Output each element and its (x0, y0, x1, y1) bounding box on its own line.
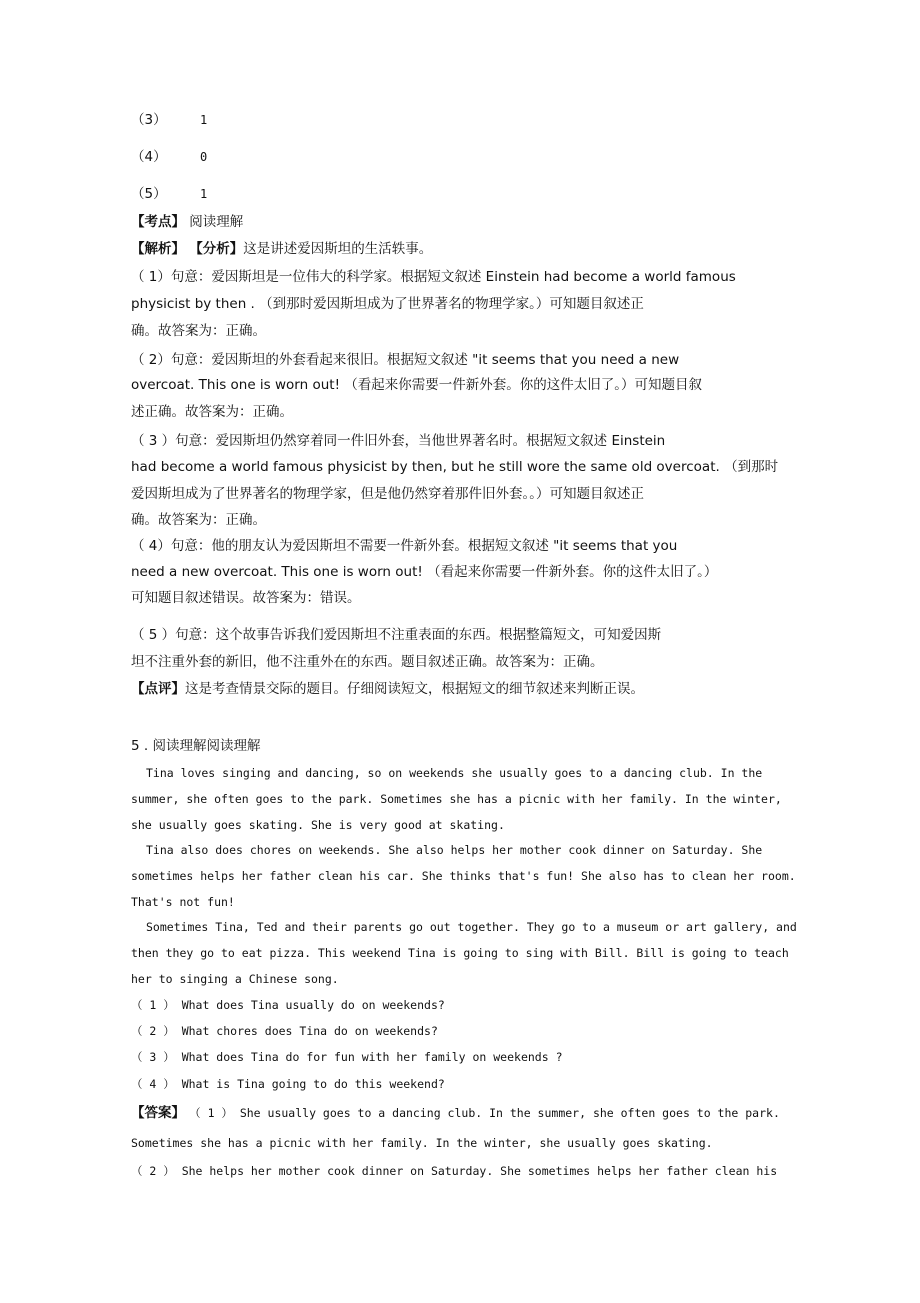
explain-line: 爱因斯坦成为了世界著名的物理学家，但是他仍然穿着那件旧外套。。）可知题目叙述正 (131, 486, 644, 502)
passage-line: then they go to eat pizza. This weekend Tina is going to sing with Bill. Bill is going to teach (131, 946, 789, 960)
explain-line: （ 5 ）句意：这个故事告诉我们爱因斯坦不注重表面的东西。根据整篇短文，可知爱因斯 (131, 627, 662, 643)
explain-line: need a new overcoat. This one is worn out! （看起来你需要一件新外套。你的这件太旧了。） (131, 564, 718, 580)
passage-line: she usually goes skating. She is very good at skating. (131, 818, 505, 832)
answer-label: （4） (131, 149, 167, 165)
explain-line: 坦不注重外套的新旧，他不注重外在的东西。题目叙述正确。故答案为：正确。 (131, 654, 604, 670)
answer-value: 1 (200, 113, 208, 127)
jiexi-text: 这是讲述爱因斯坦的生活轶事。 (243, 241, 433, 257)
answer-row-5 (131, 185, 167, 203)
explain-line: （ 2）句意：爱因斯坦的外套看起来很旧。根据短文叙述 "it seems that you need a new (131, 352, 680, 368)
explain-line: 述正确。故答案为：正确。 (131, 404, 293, 420)
explain-line: （ 4）句意：他的朋友认为爱因斯坦不需要一件新外套。根据短文叙述 "it seems that you (131, 538, 678, 554)
question-item: （ 2 ） What chores does Tina do on weekends? (131, 1024, 438, 1038)
kaodian-line (131, 213, 243, 231)
answer-line: Sometimes she has a picnic with her family. In the winter, she usually goes skating. (131, 1136, 713, 1150)
answer-line: （ 2 ） She helps her mother cook dinner on Saturday. She sometimes helps her father clean his (131, 1164, 778, 1178)
answer-row-4 (131, 148, 167, 166)
passage-line: That's not fun! (131, 895, 235, 909)
kaodian-text: 阅读理解 (189, 214, 244, 230)
answer-value: 1 (200, 187, 208, 201)
explain-line: （ 3 ）句意：爱因斯坦仍然穿着同一件旧外套，当他世界著名时。根据短文叙述 Einstein (131, 433, 666, 449)
answer-value: 0 (200, 150, 208, 164)
answer-line (131, 1104, 780, 1123)
explain-line: physicist by then . （到那时爱因斯坦成为了世界著名的物理学家。）可知题目叙述正 (131, 296, 644, 312)
passage-line: Tina loves singing and dancing, so on weekends she usually goes to a dancing club. In the (146, 766, 763, 780)
explain-line: had become a world famous physicist by then, but he still wore the same old overcoat. （到那时 (131, 459, 779, 475)
dianping-line (131, 680, 644, 698)
explain-line: 确。故答案为：正确。 (131, 323, 266, 339)
explain-line: 确。故答案为：正确。 (131, 512, 266, 528)
answer-label: （5） (131, 186, 167, 202)
jiexi-line (131, 240, 432, 258)
answer-text: （ 1 ） She usually goes to a dancing club. In the summer, she often goes to the park. (189, 1106, 780, 1120)
explain-line: （ 1）句意：爱因斯坦是一位伟大的科学家。根据短文叙述 Einstein had become a world famous (131, 269, 736, 285)
passage-line: Sometimes Tina, Ted and their parents go out together. They go to a museum or art gallery, and (146, 920, 797, 934)
kaodian-tag: 【考点】 (131, 214, 185, 230)
question-item: （ 1 ） What does Tina usually do on weekends? (131, 998, 445, 1012)
answer-row-3 (131, 111, 167, 129)
fenxi-tag: 【分析】 (189, 241, 244, 257)
dianping-text: 这是考查情景交际的题目。仔细阅读短文，根据短文的细节叙述来判断正误。 (185, 681, 644, 697)
dianping-tag: 【点评】 (131, 681, 185, 697)
answer-tag: 【答案】 (131, 1105, 185, 1121)
question-item: （ 4 ） What is Tina going to do this weekend? (131, 1077, 445, 1091)
explain-line: overcoat. This one is worn out! （看起来你需要一件新外套。你的这件太旧了。）可知题目叙 (131, 377, 703, 393)
question-title: 5 . 阅读理解阅读理解 (131, 738, 261, 754)
passage-line: her to singing a Chinese song. (131, 972, 339, 986)
passage-line: sometimes helps her father clean his car. She thinks that's fun! She also has to clean her room. (131, 869, 796, 883)
passage-line: summer, she often goes to the park. Sometimes she has a picnic with her family. In the winter, (131, 792, 782, 806)
question-item: （ 3 ） What does Tina do for fun with her family on weekends ? (131, 1050, 563, 1064)
passage-line: Tina also does chores on weekends. She also helps her mother cook dinner on Saturday. She (146, 843, 763, 857)
answer-label: （3） (131, 112, 167, 128)
jiexi-tag: 【解析】 (131, 241, 185, 257)
explain-line: 可知题目叙述错误。故答案为：错误。 (131, 590, 361, 606)
